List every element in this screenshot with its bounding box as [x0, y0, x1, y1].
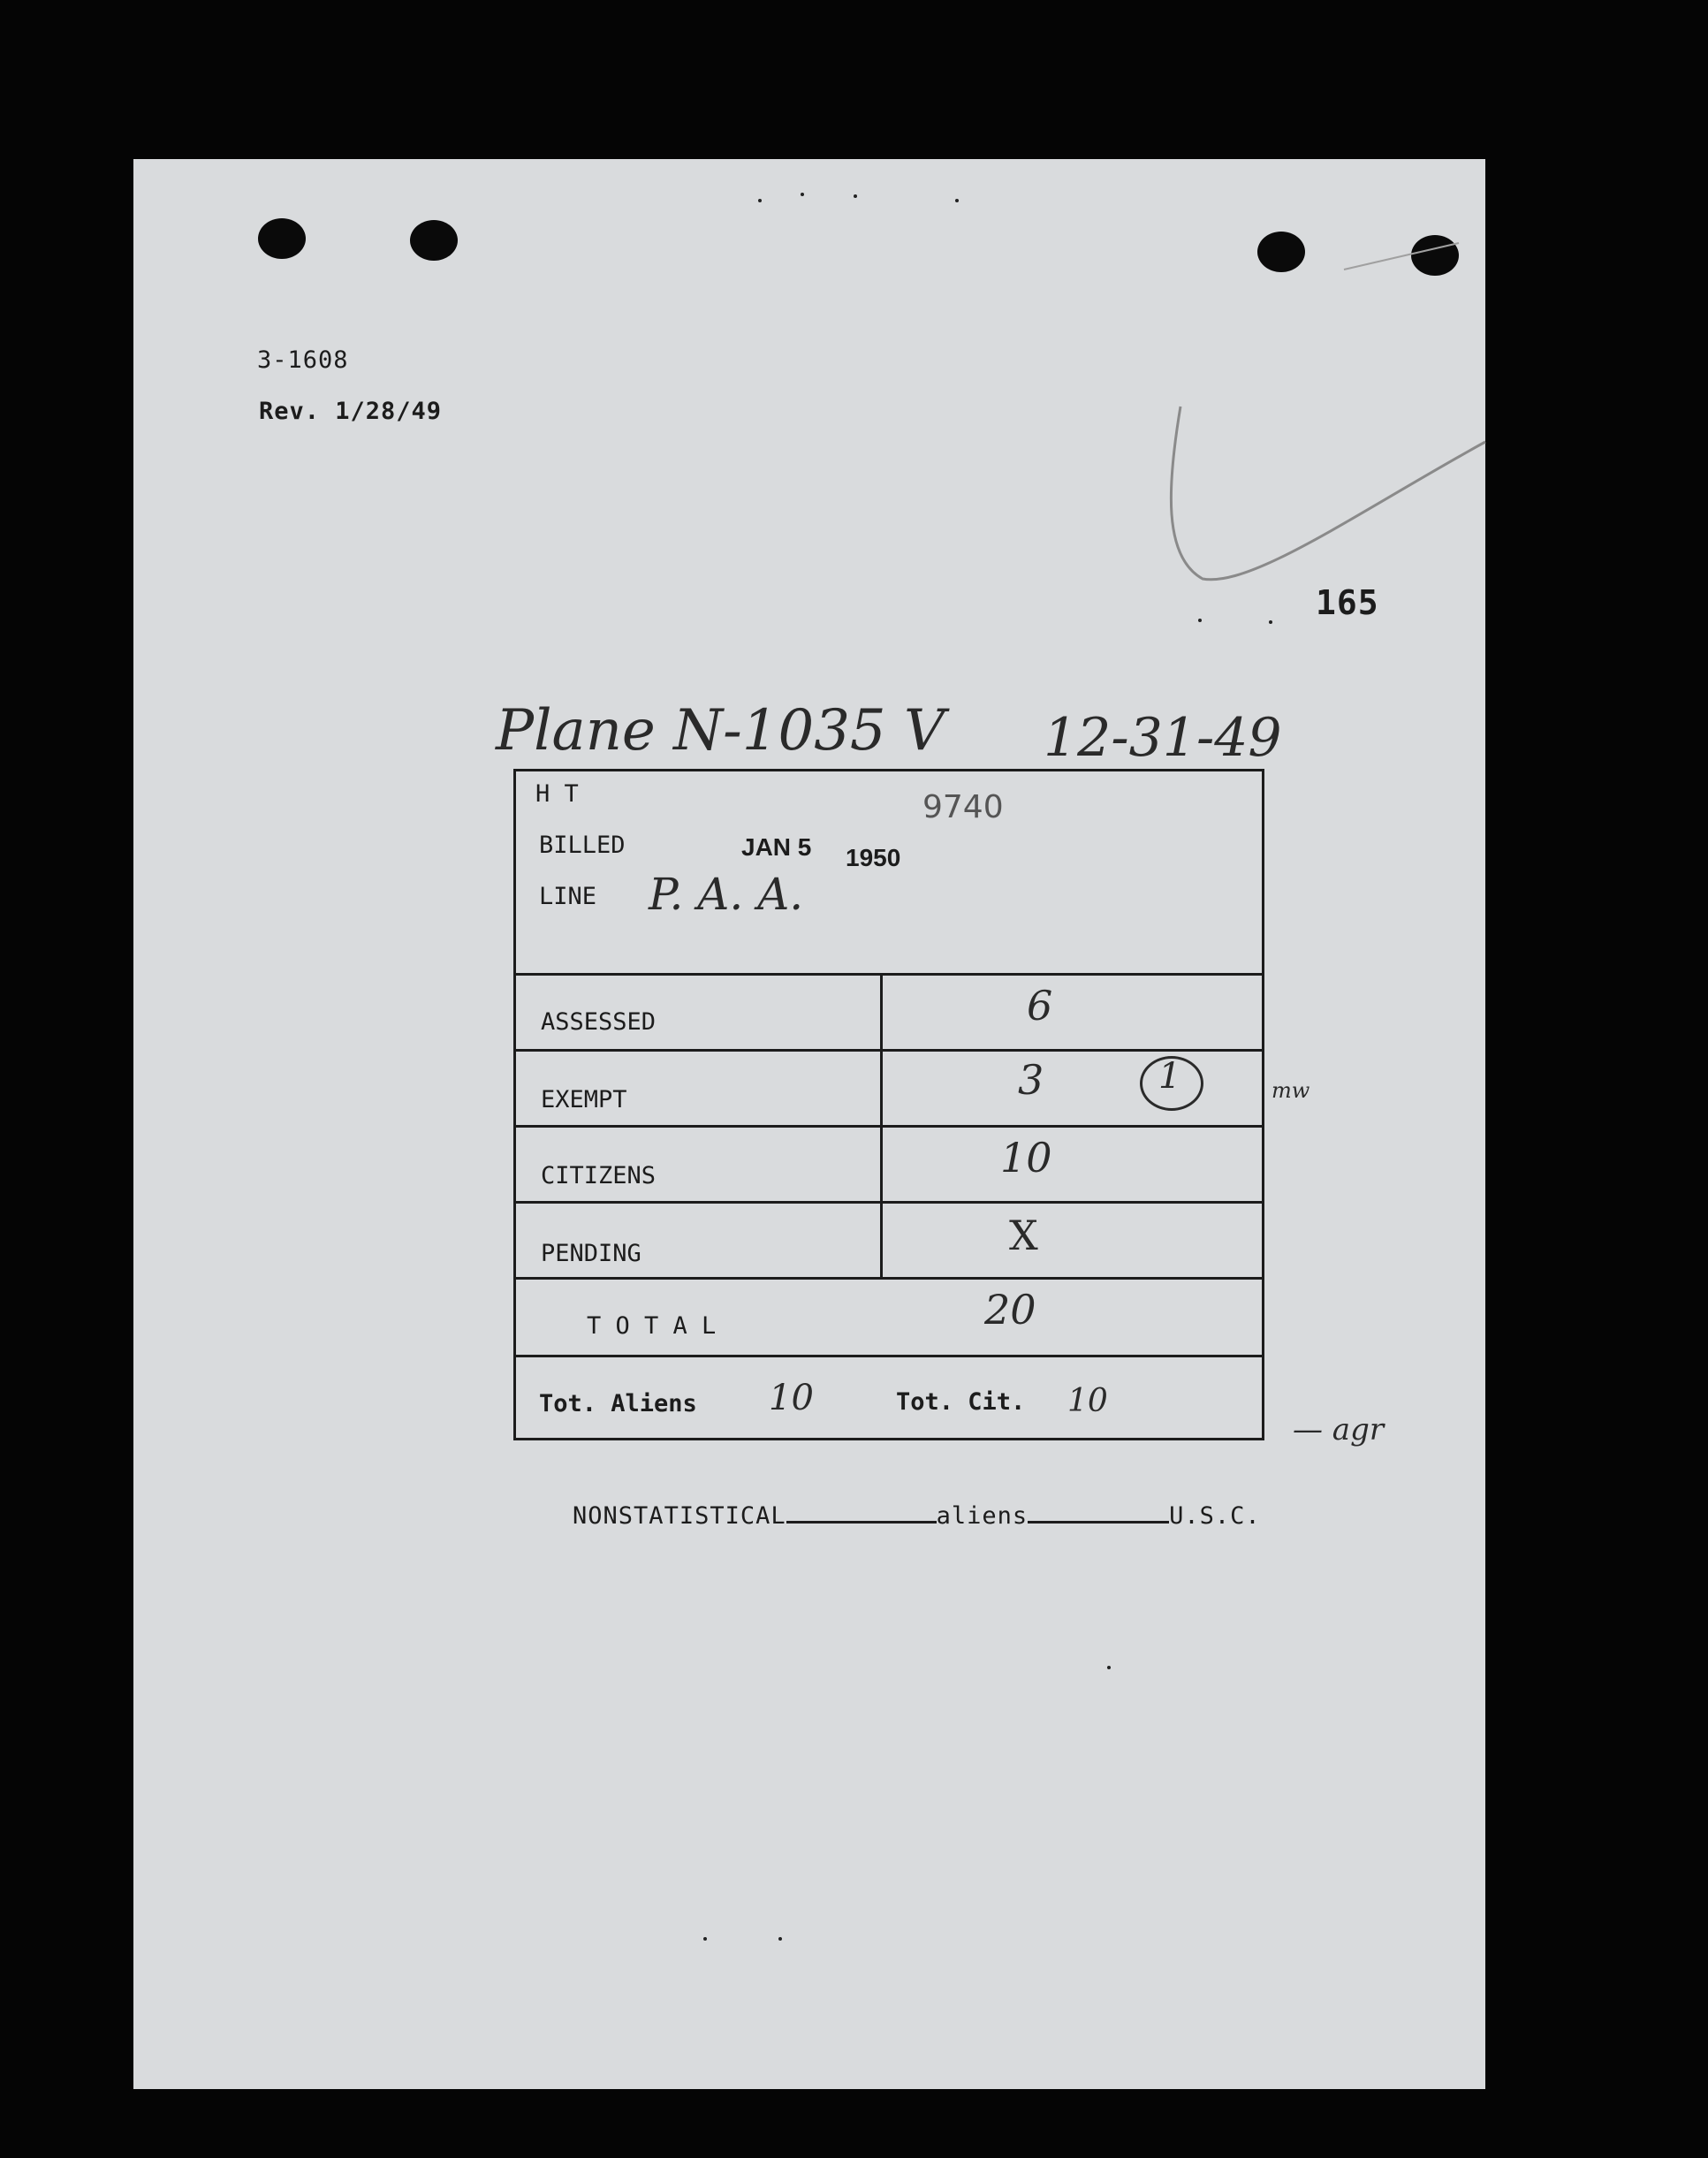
row-label-citizens: CITIZENS: [541, 1162, 657, 1189]
revision-date: Rev. 1/28/49: [259, 398, 443, 425]
row-label-exempt: EXEMPT: [541, 1086, 627, 1113]
pencil-check-mark: [1163, 398, 1490, 601]
punch-hole: [258, 218, 306, 259]
blank-field: [786, 1501, 937, 1524]
speck: [854, 194, 857, 198]
date-handwritten: 12-31-49: [1044, 707, 1282, 769]
row-label-pending: PENDING: [541, 1240, 641, 1267]
punch-hole: [1257, 232, 1305, 272]
circled-annotation-value: 1: [1158, 1056, 1181, 1097]
tot-aliens-label: Tot. Aliens: [539, 1390, 697, 1417]
form-table: [513, 769, 1264, 1440]
document-sheet: [133, 159, 1485, 2089]
total-label: T O T A L: [587, 1312, 717, 1340]
row-value-pending: X: [1009, 1212, 1038, 1259]
ht-value: 9740: [922, 789, 1004, 825]
billed-date-stamp: JAN 5: [741, 833, 812, 861]
table-rule: [516, 1277, 1262, 1280]
speck: [801, 193, 804, 196]
row-value-assessed: 6: [1027, 982, 1053, 1030]
speck: [1269, 620, 1272, 624]
tot-cit-value: 10: [1067, 1383, 1108, 1419]
blank-field: [1028, 1501, 1169, 1524]
speck: [703, 1937, 707, 1941]
page-number: 165: [1316, 583, 1379, 622]
speck: [955, 199, 959, 202]
table-rule: [516, 1201, 1262, 1204]
tot-aliens-value: 10: [769, 1378, 814, 1418]
line-label: LINE: [539, 883, 597, 910]
table-rule: [516, 1355, 1262, 1357]
margin-initials: mw: [1272, 1078, 1310, 1103]
speck: [778, 1937, 782, 1941]
nonstatistical-line: [512, 1474, 1261, 1557]
nonstatistical-label: NONSTATISTICAL: [573, 1502, 786, 1530]
speck: [758, 199, 762, 202]
tot-cit-label: Tot. Cit.: [896, 1388, 1026, 1416]
speck: [1107, 1666, 1111, 1669]
plane-number-handwritten: Plane N-1035 V: [496, 698, 945, 764]
margin-note: — agr: [1293, 1412, 1385, 1448]
column-divider: [880, 973, 883, 1277]
billed-year-stamp: 1950: [846, 844, 901, 871]
ht-label: H T: [535, 780, 579, 808]
table-rule: [516, 1049, 1262, 1052]
punch-hole: [410, 220, 458, 261]
table-rule: [516, 973, 1262, 976]
row-value-citizens: 10: [1000, 1134, 1052, 1182]
table-rule: [516, 1125, 1262, 1128]
speck: [1198, 619, 1202, 622]
usc-label: U.S.C.: [1169, 1502, 1261, 1530]
row-value-exempt: 3: [1018, 1056, 1044, 1104]
total-value: 20: [984, 1286, 1036, 1334]
line-value-handwritten: P. A. A.: [649, 869, 804, 920]
billed-label: BILLED: [539, 832, 626, 859]
form-number: 3-1608: [257, 346, 349, 374]
pencil-stroke: [1340, 239, 1463, 274]
aliens-label: aliens: [936, 1502, 1029, 1530]
row-label-assessed: ASSESSED: [541, 1008, 657, 1036]
